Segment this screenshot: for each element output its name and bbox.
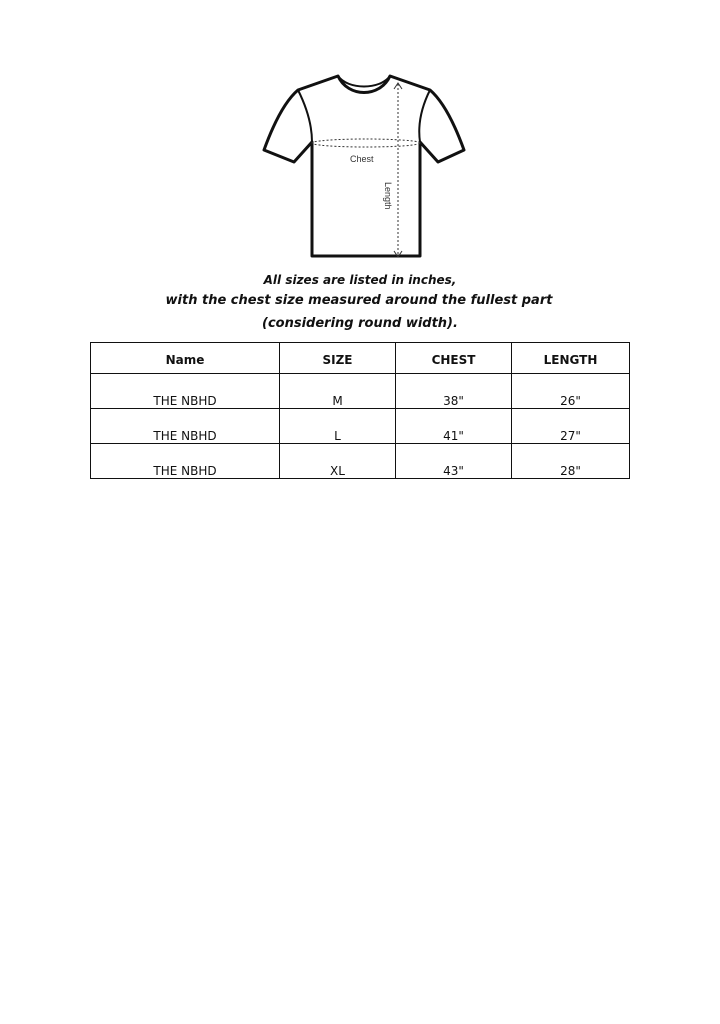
cell-name: THE NBHD [91,444,280,479]
length-label: Length [383,182,393,210]
chest-label: Chest [350,154,374,164]
cell-chest: 38" [396,374,512,409]
cell-size: M [280,374,396,409]
cell-name: THE NBHD [91,409,280,444]
header-chest: CHEST [396,343,512,374]
table-header-row [91,343,630,374]
table-row [91,374,630,409]
caption-line-2: with the chest size measured around the fullest part [165,293,553,308]
header-size: SIZE [280,343,396,374]
header-length: LENGTH [512,343,630,374]
cell-length: 26" [512,374,630,409]
tshirt-measurement-diagram [258,70,470,266]
table-row [91,409,630,444]
caption-line-3: (considering round width). [262,316,458,331]
cell-length: 27" [512,409,630,444]
cell-length: 28" [512,444,630,479]
cell-chest: 41" [396,409,512,444]
size-chart-table [90,342,630,479]
header-name: Name [91,343,280,374]
cell-size: XL [280,444,396,479]
table-row [91,444,630,479]
cell-name: THE NBHD [91,374,280,409]
cell-chest: 43" [396,444,512,479]
cell-size: L [280,409,396,444]
tshirt-outline-icon [258,70,470,266]
caption-line-1: All sizes are listed in inches, [263,273,457,287]
